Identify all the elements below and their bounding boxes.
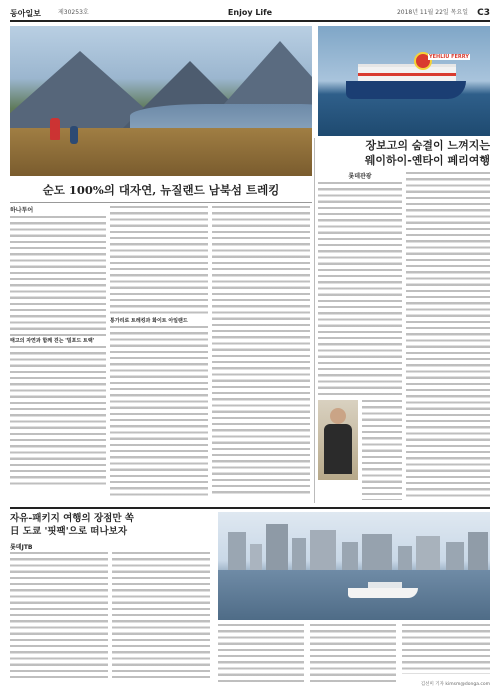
section-rule <box>10 507 490 509</box>
article1-subhead-1: 태고의 자연과 함께 걷는 '밀포드 트랙' <box>10 338 95 345</box>
article1-text-lines <box>10 216 106 336</box>
article1-column-1 <box>10 206 106 504</box>
right-article-title: 장보고의 숨결이 느껴지는 웨이하이-옌타이 페리여행 <box>364 139 490 167</box>
article2-column-5 <box>402 624 490 680</box>
newspaper-logo: 동아일보 <box>10 8 41 18</box>
sidebar-column-3 <box>362 400 402 502</box>
page-header <box>10 6 490 22</box>
article1-byline: 하나투어 <box>10 207 34 214</box>
article1-column-2 <box>110 206 208 504</box>
article2-column-3 <box>218 624 304 684</box>
portrait-photo <box>318 400 358 480</box>
tokyo-bay-photo <box>218 512 490 620</box>
article1-subhead-2: 통가리로 트레킹과 화이트 아일랜드 <box>110 318 188 324</box>
ferry-photo <box>318 26 490 136</box>
article2-column-1 <box>10 552 108 684</box>
column-divider <box>314 138 315 503</box>
issue-date: 2018년 11월 22일 목요일 <box>396 9 468 16</box>
page-number: C3 <box>477 8 490 18</box>
ferry-brand: YEHLIU FERRY <box>429 54 469 60</box>
article2-byline: 롯데JTB <box>10 544 33 551</box>
hiker-photo <box>10 26 312 176</box>
article2-column-2 <box>112 552 210 684</box>
sidebar-byline: 롯데관광 <box>348 173 372 180</box>
section-title: Enjoy Life <box>227 8 273 17</box>
sidebar-column-1 <box>318 172 402 397</box>
reporter-credit: 김선미 기자 kimsm@donga.com <box>420 682 490 687</box>
edition-number: 제30253호 <box>58 9 89 16</box>
sidebar-column-2 <box>406 172 490 502</box>
article2-title: 자유-패키지 여행의 장점만 쏙 日 도쿄 '핏팩'으로 떠나보자 <box>10 513 134 537</box>
article1-column-3 <box>212 206 310 504</box>
article1-title: 순도 100%의 대자연, 뉴질랜드 남북섬 트레킹 <box>10 182 312 203</box>
article2-column-4 <box>310 624 396 684</box>
